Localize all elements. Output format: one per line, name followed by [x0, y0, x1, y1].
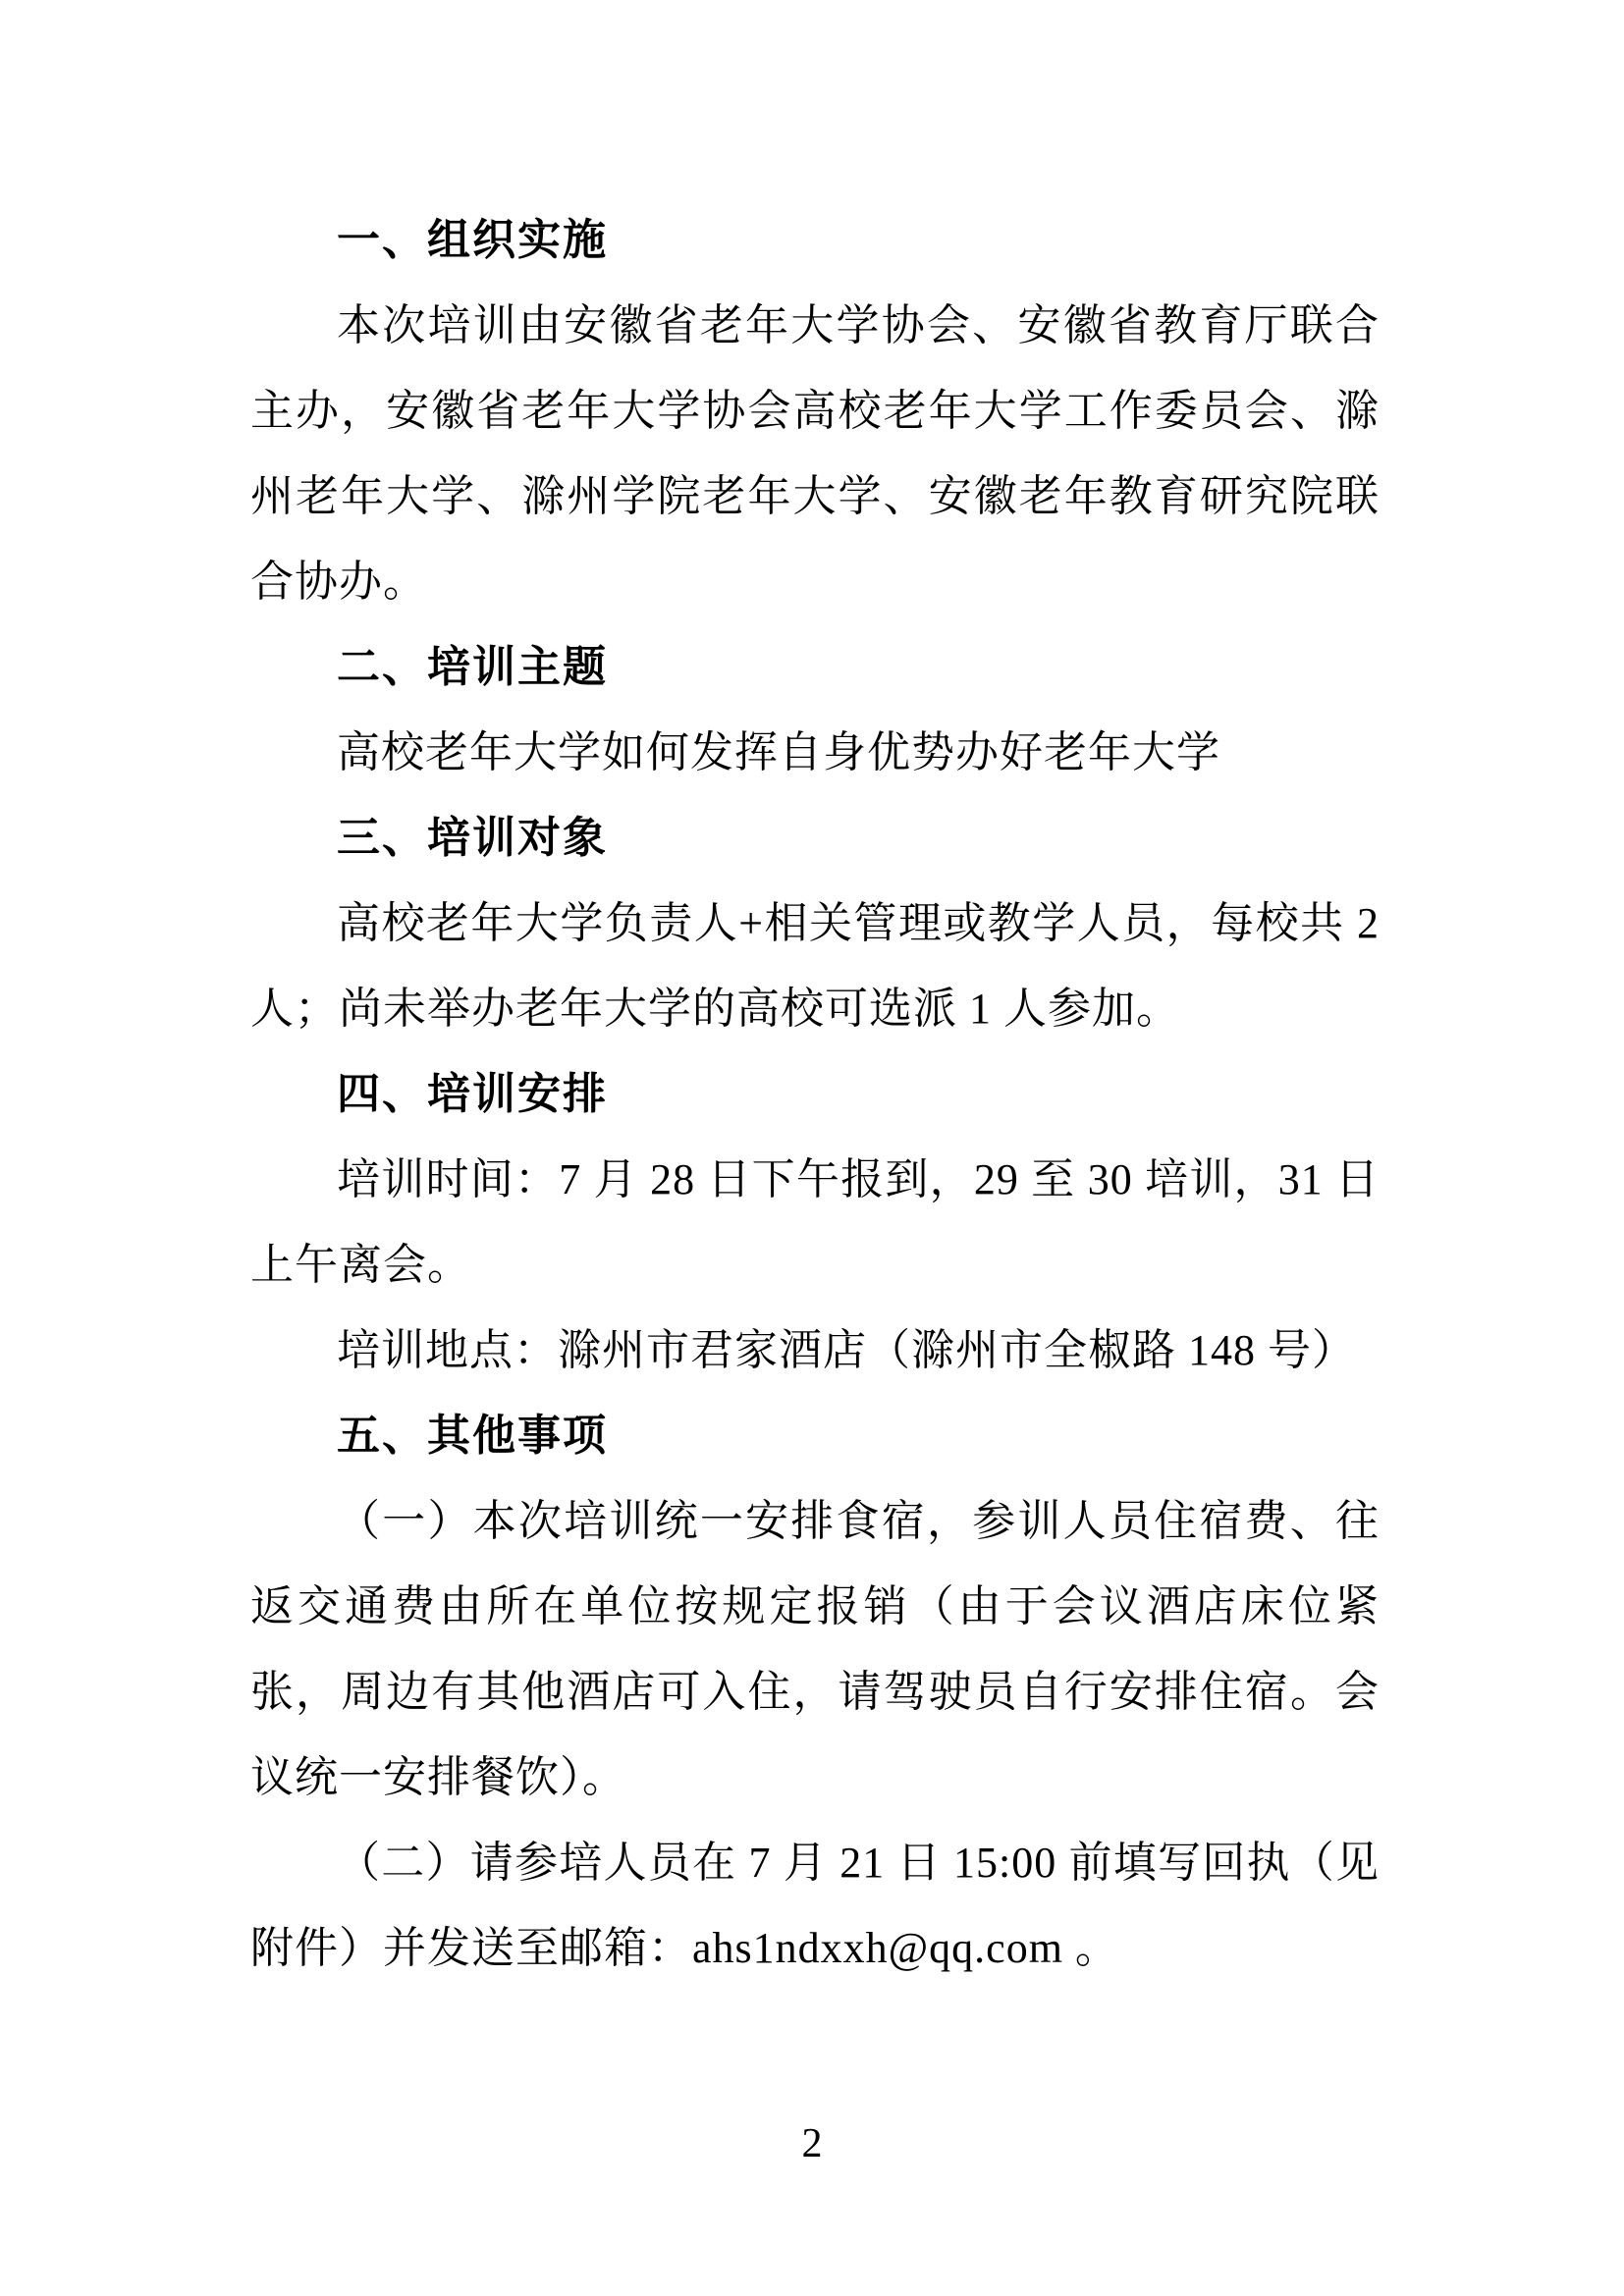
section-heading: 五、其他事项	[337, 1412, 608, 1460]
paragraph: 培训地点：滁州市君家酒店（滁州市全椒路 148 号）	[337, 1326, 1356, 1374]
section-heading: 二、培训主题	[337, 643, 608, 691]
section-heading: 一、组织实施	[337, 216, 608, 264]
paragraph: 本次培训由安徽省老年大学协会、安徽省教育厅联合主办，安徽省老年大学协会高校老年大学工作委员会、滁州老年大学、滁州学院老年大学、安徽老年教育研究院联合协办。	[250, 301, 1380, 606]
section-heading: 三、培训对象	[337, 814, 608, 862]
page-number: 2	[801, 2121, 823, 2166]
paragraph: 培训时间：7 月 28 日下午报到，29 至 30 培训，31 日上午离会。	[250, 1155, 1380, 1289]
paragraph: （二）请参培人员在 7 月 21 日 15:00 前填写回执（见附件）并发送至邮箱：ahs1ndxxh@qq.com 。	[250, 1839, 1380, 1972]
paragraph: 高校老年大学如何发挥自身优势办好老年大学	[337, 728, 1220, 776]
paragraph: （一）本次培训统一安排食宿，参训人员住宿费、往返交通费由所在单位按规定报销（由于会议酒店床位紧张，周边有其他酒店可入住，请驾驶员自行安排住宿。会议统一安排餐饮）。	[250, 1497, 1380, 1801]
section-heading: 四、培训安排	[337, 1070, 608, 1118]
paragraph: 高校老年大学负责人+相关管理或教学人员，每校共 2 人；尚未举办老年大学的高校可选派 1 人参加。	[250, 899, 1380, 1033]
document-body	[250, 197, 1380, 1991]
